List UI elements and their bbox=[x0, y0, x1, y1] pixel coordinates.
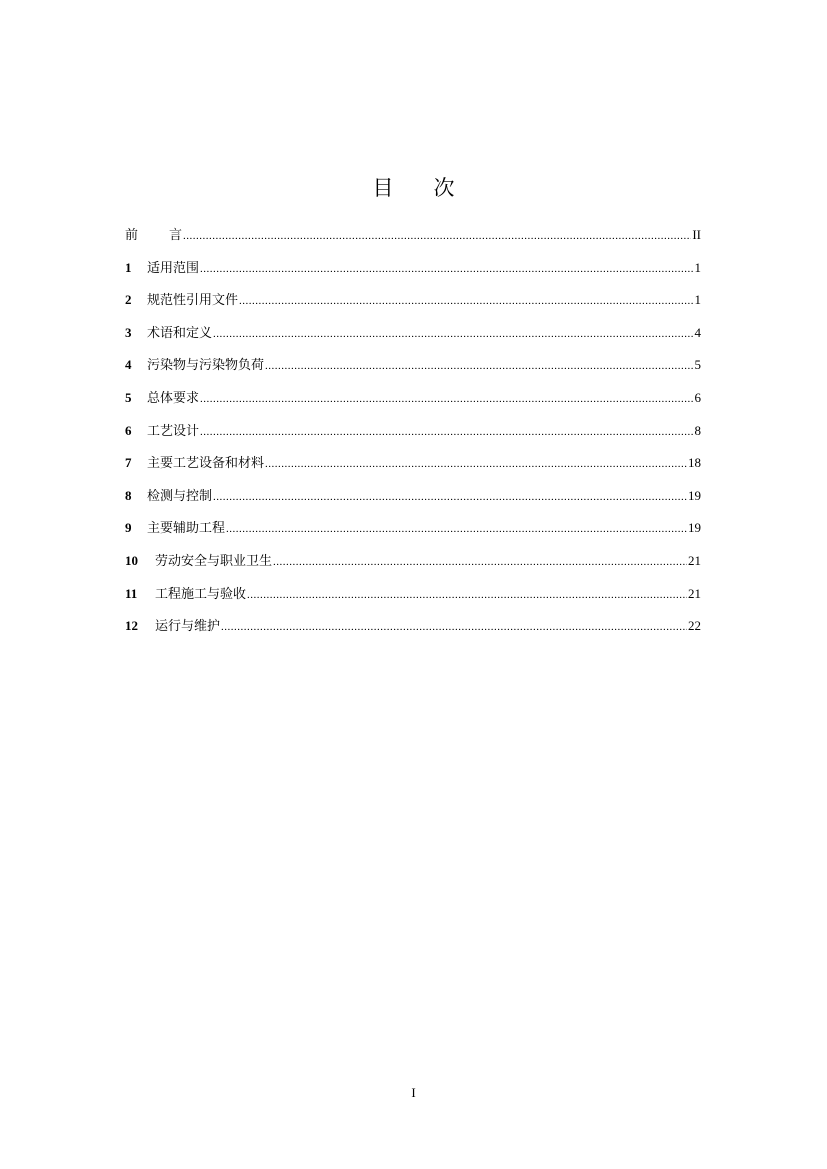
toc-entry-text: 工艺设计 bbox=[147, 423, 200, 439]
toc-leader-dots bbox=[226, 519, 687, 539]
toc-page-number: 1 bbox=[694, 259, 701, 275]
toc-section-number: 12 bbox=[125, 618, 138, 634]
toc-leader-dots bbox=[200, 259, 693, 279]
toc-entry-preface[interactable] bbox=[125, 225, 701, 258]
toc-page-number: 21 bbox=[688, 585, 701, 601]
toc-page-number: II bbox=[692, 227, 701, 242]
toc-leader-dots bbox=[239, 291, 693, 311]
toc-leader-dots bbox=[273, 552, 687, 572]
toc-section-number: 9 bbox=[125, 520, 132, 536]
toc-leader-dots bbox=[265, 454, 687, 474]
toc-entry[interactable] bbox=[125, 518, 701, 551]
toc-leader-dots bbox=[200, 389, 693, 409]
toc-section-number: 1 bbox=[125, 259, 132, 275]
preface-label-left: 前 bbox=[125, 228, 139, 243]
toc-page-number: 1 bbox=[694, 292, 701, 308]
toc-entry-text bbox=[125, 226, 182, 246]
toc-entry-text: 适用范围 bbox=[147, 260, 200, 276]
toc-page-number: 21 bbox=[688, 552, 701, 568]
toc-section-number: 8 bbox=[125, 487, 132, 503]
toc-entry-text: 检测与控制 bbox=[147, 488, 213, 504]
toc-entry-text: 总体要求 bbox=[147, 390, 200, 406]
toc-entry-text: 主要工艺设备和材料 bbox=[147, 456, 265, 472]
toc-entry-text: 规范性引用文件 bbox=[147, 293, 239, 309]
toc-page-number: 4 bbox=[694, 324, 701, 340]
toc-entry-text: 工程施工与验收 bbox=[155, 586, 247, 602]
toc-leader-dots bbox=[247, 585, 687, 605]
toc-entry[interactable] bbox=[125, 258, 701, 291]
toc-section-number: 7 bbox=[125, 455, 132, 471]
toc-leader-dots bbox=[200, 422, 693, 442]
toc-leader-dots bbox=[265, 356, 693, 376]
toc-page-number: 8 bbox=[694, 422, 701, 438]
toc-section-number: 10 bbox=[125, 552, 138, 568]
toc-section-number: 4 bbox=[125, 357, 132, 373]
toc-entry[interactable] bbox=[125, 486, 701, 519]
page-number-footer: I bbox=[411, 1085, 416, 1100]
toc-entry[interactable] bbox=[125, 453, 701, 486]
page-title bbox=[0, 172, 827, 202]
toc-leader-dots bbox=[213, 324, 693, 344]
toc-section-number: 2 bbox=[125, 292, 132, 308]
toc-section-number: 5 bbox=[125, 389, 132, 405]
toc-page-number: 6 bbox=[694, 389, 701, 405]
toc-entry-text: 主要辅助工程 bbox=[147, 521, 226, 537]
toc-leader-dots bbox=[183, 226, 691, 246]
toc-entry[interactable] bbox=[125, 388, 701, 421]
toc-page-number: 18 bbox=[688, 455, 701, 471]
toc-page-number: 5 bbox=[694, 357, 701, 373]
table-of-contents bbox=[125, 225, 701, 649]
preface-label-right: 言 bbox=[169, 228, 183, 243]
toc-entry-text: 运行与维护 bbox=[155, 619, 221, 635]
toc-entry[interactable] bbox=[125, 584, 701, 617]
toc-section-number: 3 bbox=[125, 324, 132, 340]
toc-entry-text: 劳动安全与职业卫生 bbox=[155, 553, 273, 569]
toc-page-number: 19 bbox=[688, 520, 701, 536]
toc-entry[interactable] bbox=[125, 290, 701, 323]
toc-entry[interactable] bbox=[125, 551, 701, 584]
toc-entry[interactable] bbox=[125, 421, 701, 454]
toc-entry-text: 术语和定义 bbox=[147, 325, 213, 341]
toc-entry-text: 污染物与污染物负荷 bbox=[147, 358, 265, 374]
page-title-char-1: 目 bbox=[372, 176, 394, 200]
toc-section-number: 6 bbox=[125, 422, 132, 438]
toc-leader-dots bbox=[213, 487, 687, 507]
toc-page-number: 22 bbox=[688, 618, 701, 634]
toc-section-number: 11 bbox=[125, 585, 138, 601]
toc-entry[interactable] bbox=[125, 616, 701, 649]
toc-entry[interactable] bbox=[125, 355, 701, 388]
toc-leader-dots bbox=[221, 617, 687, 637]
toc-entry[interactable] bbox=[125, 323, 701, 356]
toc-page-number: 19 bbox=[688, 487, 701, 503]
page-title-char-2: 次 bbox=[433, 176, 455, 200]
